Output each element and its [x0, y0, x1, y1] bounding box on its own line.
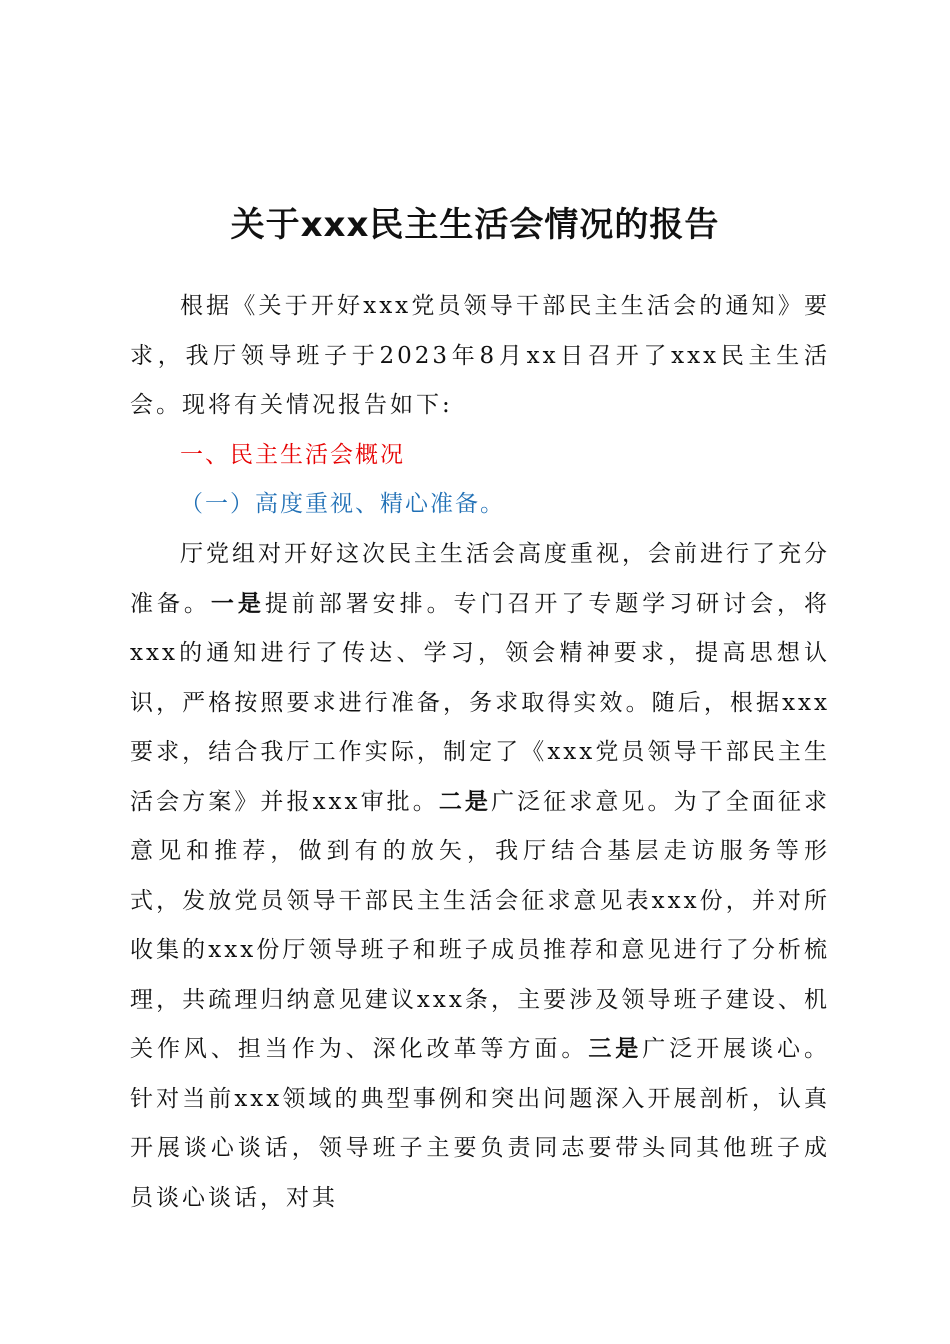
intro-paragraph: 根据《关于开好xxx党员领导干部民主生活会的通知》要求，我厅领导班子于2023年8月xx日召开了xxx民主生活会。现将有关情况报告如下: — [130, 293, 830, 418]
point2-lead: 二是 — [438, 788, 491, 815]
document-title: 关于xxx民主生活会情况的报告 — [230, 205, 720, 245]
point3-text: 广泛开展谈心。针对当前xxx领域的典型事例和突出问题深入开展剖析，认真开展谈心谈话，领导班子主要负责同志要带头同其他班子成员谈心谈话，对其 — [130, 1036, 831, 1211]
point1-text: 提前部署安排。专门召开了专题学习研讨会，将xxx的通知进行了传达、学习，领会精神要求，提高思想认识，严格按照要求进行准备，务求取得实效。随后，根据xxx要求，结合我厅工作实际，制定了《xxx党员领导干部民主生活会方案》并报xxx审批。 — [130, 590, 831, 815]
point2-text: 广泛征求意见。为了全面征求意见和推荐，做到有的放矢，我厅结合基层走访服务等形式，发放党员领导干部民主生活会征求意见表xxx份，并对所收集的xxx份厅领导班子和班子成员推荐和意见进行了分析梳理，共疏理归纳意见建议xxx条，主要涉及领导班子建设、机关作风、担当作为、深化改革等方面。 — [130, 788, 830, 1062]
point3-lead: 三是 — [588, 1036, 643, 1062]
point1-lead: 一是 — [210, 590, 265, 617]
main-paragraph — [130, 530, 830, 1223]
section-heading: 一、民主生活会概况 — [180, 442, 405, 468]
subsection-heading: （一）高度重视、精心准备。 — [180, 491, 505, 517]
paragraph-opening: 厅党组对开好这次民主生活会高度重视，会前进行了充分准备。 — [130, 541, 830, 617]
